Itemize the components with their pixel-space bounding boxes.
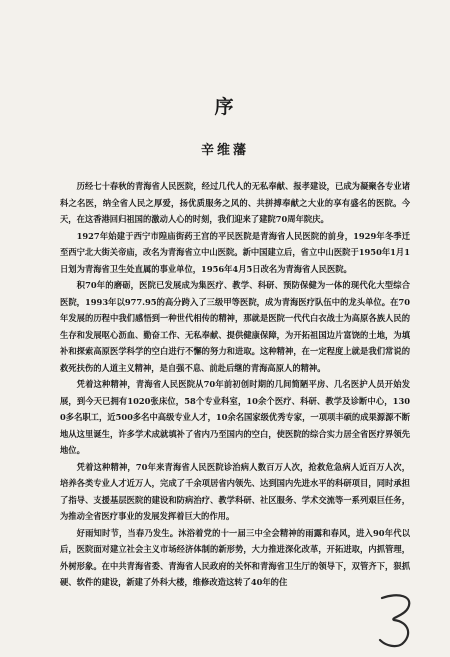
author-name: 辛维藩 [200,143,249,158]
handwritten-page-mark [368,590,428,650]
paragraph-3: 积70年的磨砺，医院已发展成为集医疗、教学、科研、预防保健为一体的现代化大型综合医院，1993年以977.95的高分跨入了三级甲等医院，成为青海医疗队伍中的龙头单位。在70年发展的历程中我们感悟到一种世代相传的精神，那就是医院一代代白衣战士为高原各族人民的生存和发展呕心沥血、勤奋工作、无私奉献、提供健康保障，为开拓祖国边片富饶的土地，为填补和探索高原医学科学的空白进行不懈的努力和进取。这种精神，在一定程度上就是我们常说的救死扶伤的人道主义精神，是自强不息、前赴后继的青海高原人的精神。 [60,280,410,373]
paragraph-4: 凭着这种精神，青海省人民医院从70年前初创时期的几间简陋平房、几名医护人员开始发展，到今天已拥有1020张床位，58个专业科室，10余个医疗、科研、教学及诊断中心，1300多名职工，近500多名中高级专业人才，10余名国家级优秀专家，一项项丰硕的成果源源不断地从这里诞生，许多学术成就填补了省内乃至国内的空白，使医院的综合实力居全省医疗界领先地位。 [60,379,410,455]
page-title: 序 [214,96,236,118]
paragraph-1: 历经七十春秋的青海省人民医院，经过几代人的无私奉献、报孝建设，已成为凝聚各专业诸科之名医，纳全省人民之厚爱，扬优质服务之风的、共拼搏奉献之大业的享有盛名的医院。今天，在这香港回归祖国的激动人心的时刻，我们迎来了建院70周年院庆。 [60,181,410,224]
paragraph-2: 1927年始建于西宁市隍庙街药王宫的平民医院是青海省人民医院的前身，1929年冬季迁至西宁北大街关帝庙，改名为青海省立中山医院。新中国建立后，省立中山医院于1950年1月1日划为青海省卫生处直属的事业单位，1956年4月5日改名为青海省人民医院。 [60,230,410,274]
paragraph-5: 凭着这种精神，70年来青海省人民医院诊治病人数百万人次，抢救危急病人近百万人次，培养各类专业人才近万人，完成了千余项居省内领先、达到国内先进水平的科研项目，同时承担了指导、支援基层医院的建设和防病治疗、教学科研、社区服务、学术交流等一系列艰巨任务，为推动全省医疗事业的发展发挥着巨大的作用。 [60,461,410,521]
paragraph-6: 好雨知时节，当春乃发生。沐浴着党的十一届三中全会精神的雨露和春风，进入90年代以后，医院面对建立社会主义市场经济体制的新形势，大力推进深化改革，开拓进取，内抓管理，外树形象。在中共青海省委、青海省人民政府的关怀和青海省卫生厅的领导下，双管齐下，狠抓硬、软件的建设，新建了外科大楼，维修改造这转了40年的住 [60,527,410,587]
preface-body [60,178,410,591]
